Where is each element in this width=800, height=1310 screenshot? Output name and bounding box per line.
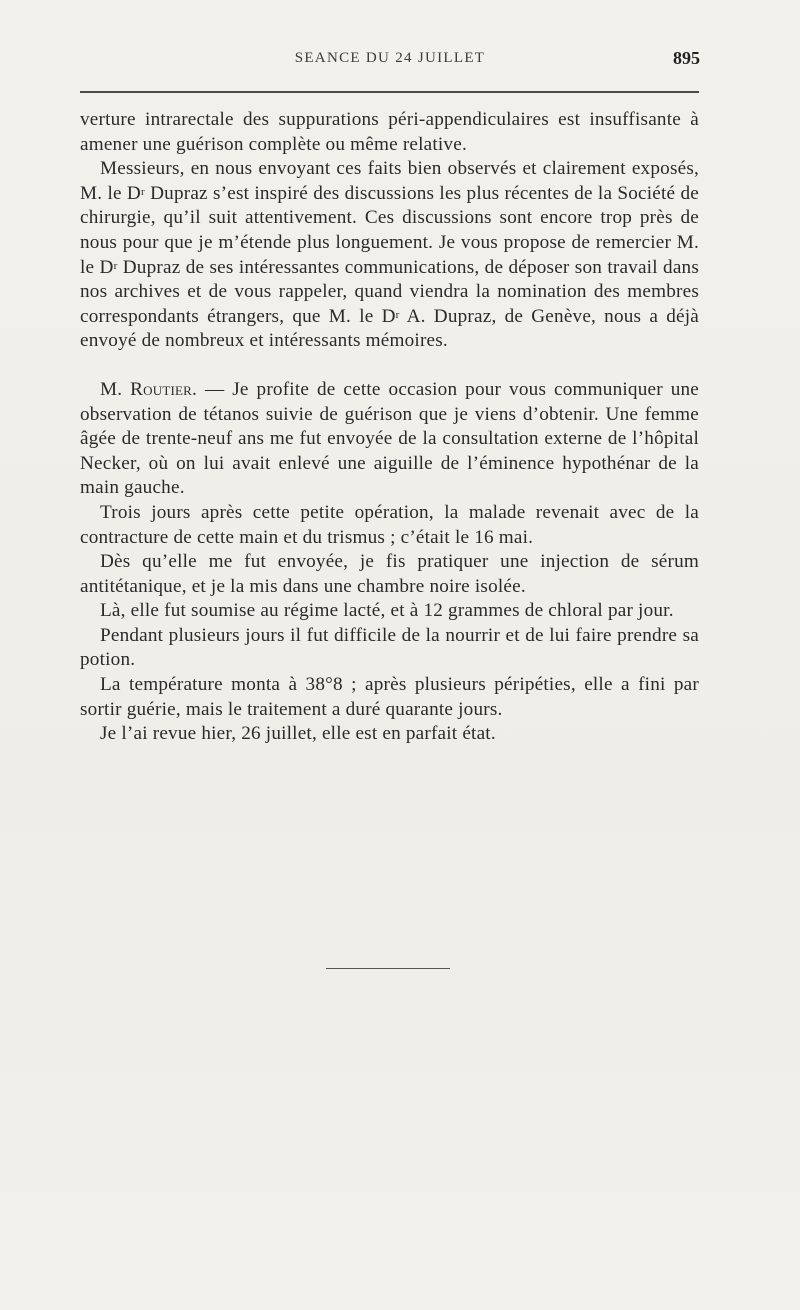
paragraph-2-part-2: Dupraz s’est inspiré des discussions les plus récentes de la Société de chirurgie, qu’il suit attentivement. Ces discussions sont encore trop près de nous pour que je m’étende plus longuement. Je vous propose de remercier M. le D bbox=[80, 182, 699, 278]
paragraph-2-part-1: Messieurs, en nous envoyant ces faits bien observés et clairement exposés, M. le D bbox=[80, 158, 699, 204]
paragraph-2-part-3: Dupraz de ses intéressantes communications, de déposer son travail dans nos archives et de vous rappeler, quand viendra la nomination des membres correspondants étrangers, que M. le D bbox=[80, 256, 699, 327]
body-text bbox=[80, 108, 699, 747]
speech-text: — Je profite de cette occasion pour vous communiquer une observation de tétanos suivie de guérison que je viens d’obtenir. Une femme âgée de trente-neuf ans me fut envoyée de la consultation externe de l’hôpital Necker, où on lui avait enlevé une aiguille de l’éminence hypothénar de la main gauche. bbox=[80, 378, 700, 499]
paragraph-8: La température monta à 38°8 ; après plusieurs péripéties, elle a fini par sortir guérie, mais le traitement a duré quarante jours. bbox=[80, 674, 699, 720]
page-header bbox=[80, 48, 700, 78]
paragraph-4: Trois jours après cette petite opération, la malade revenait avec de la contracture de cette main et du trismus ; c’était le 16 mai. bbox=[80, 501, 699, 548]
superscript-dr: r bbox=[141, 185, 145, 198]
section-end-rule bbox=[326, 968, 450, 969]
speaker-name: M. Routier. bbox=[100, 378, 198, 400]
running-title: SEANCE DU 24 JUILLET bbox=[294, 50, 486, 66]
paragraph-9: Je l’ai revue hier, 26 juillet, elle est en parfait état. bbox=[100, 723, 496, 745]
paragraph-7: Pendant plusieurs jours il fut difficile de la nourrir et de lui faire prendre sa potion. bbox=[80, 624, 699, 671]
paragraph-2-part-4: A. Dupraz, de Genève, nous a déjà envoyé de nombreux et intéressants mémoires. bbox=[80, 305, 699, 352]
superscript-dr: r bbox=[395, 308, 400, 321]
superscript-dr: r bbox=[113, 259, 118, 272]
paragraph-6: Là, elle fut soumise au régime lacté, et à 12 grammes de chloral par jour. bbox=[100, 600, 674, 622]
paragraph-1: verture intrarectale des suppurations péri-appendiculaires est insuffisante à amener une guérison complète ou même relative. bbox=[80, 109, 699, 155]
page-number: 895 bbox=[673, 48, 700, 68]
paragraph-2 bbox=[80, 157, 699, 354]
header-rule bbox=[80, 91, 699, 93]
paragraph-3 bbox=[80, 378, 699, 501]
paragraph-5: Dès qu’elle me fut envoyée, je fis pratiquer une injection de sérum antitétanique, et je la mis dans une chambre noire isolée. bbox=[80, 551, 699, 597]
paragraph-gap bbox=[80, 354, 699, 378]
